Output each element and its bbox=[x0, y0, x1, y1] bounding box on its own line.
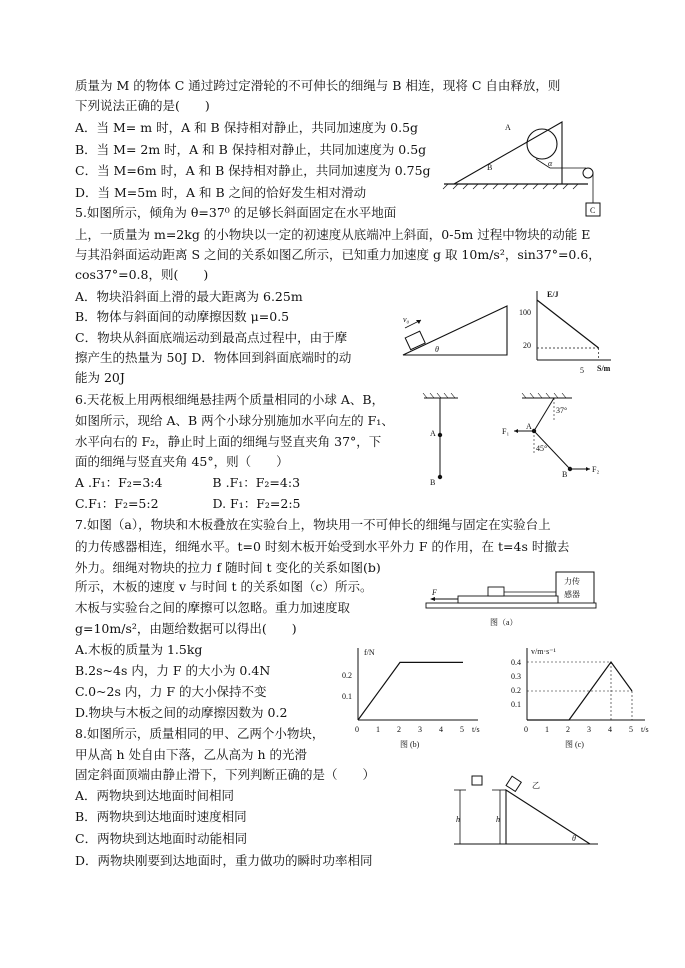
q6-left-ball-a bbox=[438, 433, 442, 437]
q5-stem-1: 5.如图所示，倾角为 θ=37⁰ 的足够长斜面固定在水平地面 bbox=[75, 205, 397, 220]
q7b-x-tick-3: 3 bbox=[418, 725, 422, 734]
q7b-x-tick-1: 1 bbox=[376, 725, 380, 734]
q7b-x-tick-2: 2 bbox=[397, 725, 401, 734]
q6-angle-45: 45° bbox=[536, 444, 548, 453]
q5-option-a: A．物块沿斜面上滑的最大距离为 6.25m bbox=[75, 289, 303, 304]
q6-stem-4: 面的细绳与竖直夹角 45°，则（ ） bbox=[75, 454, 289, 469]
q8-option-a: A．两物块到达地面时间相同 bbox=[75, 788, 235, 803]
q5-option-d: 能为 20J bbox=[75, 370, 125, 385]
q7c-y-tick-01: 0.1 bbox=[511, 700, 521, 709]
q7-figure-c bbox=[505, 640, 655, 750]
q5-block bbox=[405, 331, 425, 350]
q6-stem-3: 水平向右的 F₂，静止时上面的细绳与竖直夹角 37°，下 bbox=[75, 434, 382, 449]
q6-f2-label: F₂ bbox=[592, 465, 600, 474]
q7-figure-b bbox=[340, 640, 490, 750]
q7b-x-tick-5: 5 bbox=[460, 725, 464, 734]
q7-stem-4: 所示，木板的速度 v 与时间 t 的关系如图（c）所示。 bbox=[75, 579, 373, 594]
q5-option-b: B．物体与斜面间的动摩擦因数 μ=0.5 bbox=[75, 309, 290, 324]
block bbox=[488, 587, 504, 596]
table-top bbox=[426, 603, 596, 608]
q8-stem-1: 8.如图所示，质量相同的甲、乙两个小物块， bbox=[75, 726, 325, 741]
q7-stem-5: 木板与实验台之间的摩擦可以忽略。重力加速度取 bbox=[75, 600, 351, 615]
q7b-y-label: f/N bbox=[364, 648, 375, 657]
q7-option-c: C.0~2s 内，力 F 的大小保持不变 bbox=[75, 684, 267, 699]
block-yi bbox=[506, 776, 521, 791]
q7-option-a: A.木板的质量为 1.5kg bbox=[75, 642, 203, 657]
force-f-label: F bbox=[432, 588, 437, 597]
q6-angle-37: 37° bbox=[556, 406, 568, 415]
q6-left-label-a: A bbox=[430, 429, 436, 438]
q6-figure bbox=[422, 393, 622, 488]
q5-option-c-2: 擦产生的热量为 50J D．物体回到斜面底端时的动 bbox=[75, 350, 352, 365]
q4-option-b: B．当 M= 2m 时，A 和 B 保持相对静止，共同加速度为 0.5g bbox=[75, 142, 427, 157]
q7c-x-tick-1: 1 bbox=[545, 725, 549, 734]
q7c-y-tick-02: 0.2 bbox=[511, 686, 521, 695]
q7-stem-2: 的力传感器相连，细绳水平。t=0 时刻木板开始受到水平外力 F 的作用，在 t=4s 时撤去 bbox=[75, 539, 570, 554]
q8-yi-label: 乙 bbox=[532, 781, 540, 790]
pulley bbox=[583, 168, 593, 178]
q7b-x-tick-0: 0 bbox=[355, 725, 359, 734]
q6-options-ab: A .F₁：F₂=3:4 B .F₁：F₂=4:3 bbox=[75, 475, 301, 490]
q4-figure bbox=[440, 118, 610, 218]
q6-options-cd: C.F₁：F₂=5:2 D. F₁：F₂=2:5 bbox=[75, 496, 301, 511]
q8-option-d: D．两物块刚要到达地面时，重力做功的瞬时功率相同 bbox=[75, 853, 373, 868]
q5-stem-4: cos37°=0.8，则( ) bbox=[75, 267, 209, 282]
block-jia bbox=[472, 776, 482, 785]
q7c-x-tick-0: 0 bbox=[524, 725, 528, 734]
q6-stem-2: 如图所示，现给 A、B 两个小球分别施加水平向左的 F₁、 bbox=[75, 413, 394, 428]
q7b-series-line bbox=[358, 662, 463, 720]
q5-theta-label: θ bbox=[435, 345, 439, 354]
q5-option-c-1: C．物块从斜面底端运动到最高点过程中，由于摩 bbox=[75, 330, 348, 345]
q5-graph bbox=[515, 285, 615, 377]
q5-incline-figure bbox=[395, 300, 515, 362]
q8-option-b: B．两物块到达地面时速度相同 bbox=[75, 809, 247, 824]
q4-label-b: B bbox=[487, 163, 493, 172]
q5-series-line bbox=[537, 300, 599, 348]
q4-label-alpha: α bbox=[548, 159, 553, 168]
q8-option-c: C．两物块到达地面时动能相同 bbox=[75, 831, 248, 846]
q6-right-label-b: B bbox=[562, 470, 568, 479]
q7c-y-label: v/m·s⁻¹ bbox=[531, 647, 556, 656]
q7-stem-6: g=10m/s²，由题给数据可以得出( ) bbox=[75, 621, 297, 636]
q4-label-c: C bbox=[590, 206, 596, 215]
intro-line-2: 下列说法正确的是( ) bbox=[75, 98, 210, 113]
q5-v0-label: v₀ bbox=[403, 315, 410, 324]
q7c-x-tick-2: 2 bbox=[566, 725, 570, 734]
q6-f1-label: F₁ bbox=[502, 427, 510, 436]
q8-theta-label: θ bbox=[572, 834, 576, 843]
q5-stem-2: 上，一质量为 m=2kg 的小物块以一定的初速度从底端冲上斜面，0-5m 过程中物块的动能 E bbox=[75, 227, 591, 242]
q8-figure bbox=[450, 770, 600, 850]
q7-caption-a: 图（a） bbox=[490, 618, 518, 627]
q7c-y-tick-04: 0.4 bbox=[511, 658, 521, 667]
q7c-caption: 图 (c) bbox=[565, 740, 584, 749]
q7b-caption: 图 (b) bbox=[400, 740, 420, 749]
q6-left-label-b: B bbox=[430, 478, 436, 487]
q5-x-tick-5: 5 bbox=[580, 366, 584, 375]
q7c-x-tick-3: 3 bbox=[587, 725, 591, 734]
q7c-x-label: t/s bbox=[641, 725, 649, 734]
q7-figure-a bbox=[418, 570, 598, 630]
q7-option-b: B.2s~4s 内，力 F 的大小为 0.4N bbox=[75, 663, 271, 678]
q7c-x-tick-4: 4 bbox=[608, 725, 612, 734]
sensor-text-1: 力传 bbox=[564, 577, 580, 586]
q7b-y-tick-01: 0.1 bbox=[342, 692, 352, 701]
q5-y-tick-20: 20 bbox=[523, 341, 531, 350]
q5-y-label: E/J bbox=[547, 290, 559, 299]
sensor-text-2: 感器 bbox=[564, 590, 580, 599]
q7c-x-tick-5: 5 bbox=[629, 725, 633, 734]
q7b-x-label: t/s bbox=[472, 725, 480, 734]
q4-option-d: D．当 M=5m 时，A 和 B 之间的恰好发生相对滑动 bbox=[75, 185, 367, 200]
q4-label-a: A bbox=[505, 123, 511, 132]
q7c-y-tick-03: 0.3 bbox=[511, 672, 521, 681]
board bbox=[458, 596, 558, 603]
q5-stem-3: 与其沿斜面运动距离 S 之间的关系如图乙所示，已知重力加速度 g 取 10m/s²，sin37°=0.6， bbox=[75, 247, 601, 262]
q7-option-d: D.物块与木板之间的动摩擦因数为 0.2 bbox=[75, 705, 288, 720]
q4-option-c: C．当 M=6m 时，A 和 B 保持相对静止，共同加速度为 0.75g bbox=[75, 163, 431, 178]
q7-stem-3: 外力。细绳对物块的拉力 f 随时间 t 变化的关系如图(b) bbox=[75, 560, 381, 575]
q5-y-tick-100: 100 bbox=[519, 308, 531, 317]
q5-x-label: S/m bbox=[597, 364, 611, 373]
q8-h-label-2: h bbox=[496, 815, 500, 824]
q8-stem-3: 固定斜面顶端由静止滑下，下列判断正确的是（ ） bbox=[75, 767, 376, 782]
q6-left-ball-b bbox=[438, 475, 442, 479]
q4-option-a: A．当 M= m 时，A 和 B 保持相对静止，共同加速度为 0.5g bbox=[75, 120, 419, 135]
q8-stem-2: 甲从高 h 处自由下落，乙从高为 h 的光滑 bbox=[75, 747, 307, 762]
q6-stem-1: 6.天花板上用两根细绳悬挂两个质量相同的小球 A、B， bbox=[75, 392, 385, 407]
q7b-x-tick-4: 4 bbox=[439, 725, 443, 734]
q7b-y-tick-02: 0.2 bbox=[342, 671, 352, 680]
q7-stem-1: 7.如图（a），物块和木板叠放在实验台上，物块用一不可伸长的细绳与固定在实验台上 bbox=[75, 517, 551, 532]
q6-right-label-a: A bbox=[526, 422, 532, 431]
intro-line-1: 质量为 M 的物体 C 通过跨过定滑轮的不可伸长的细绳与 B 相连，现将 C 自由释放，则 bbox=[75, 78, 561, 93]
q8-h-label-1: h bbox=[456, 815, 460, 824]
